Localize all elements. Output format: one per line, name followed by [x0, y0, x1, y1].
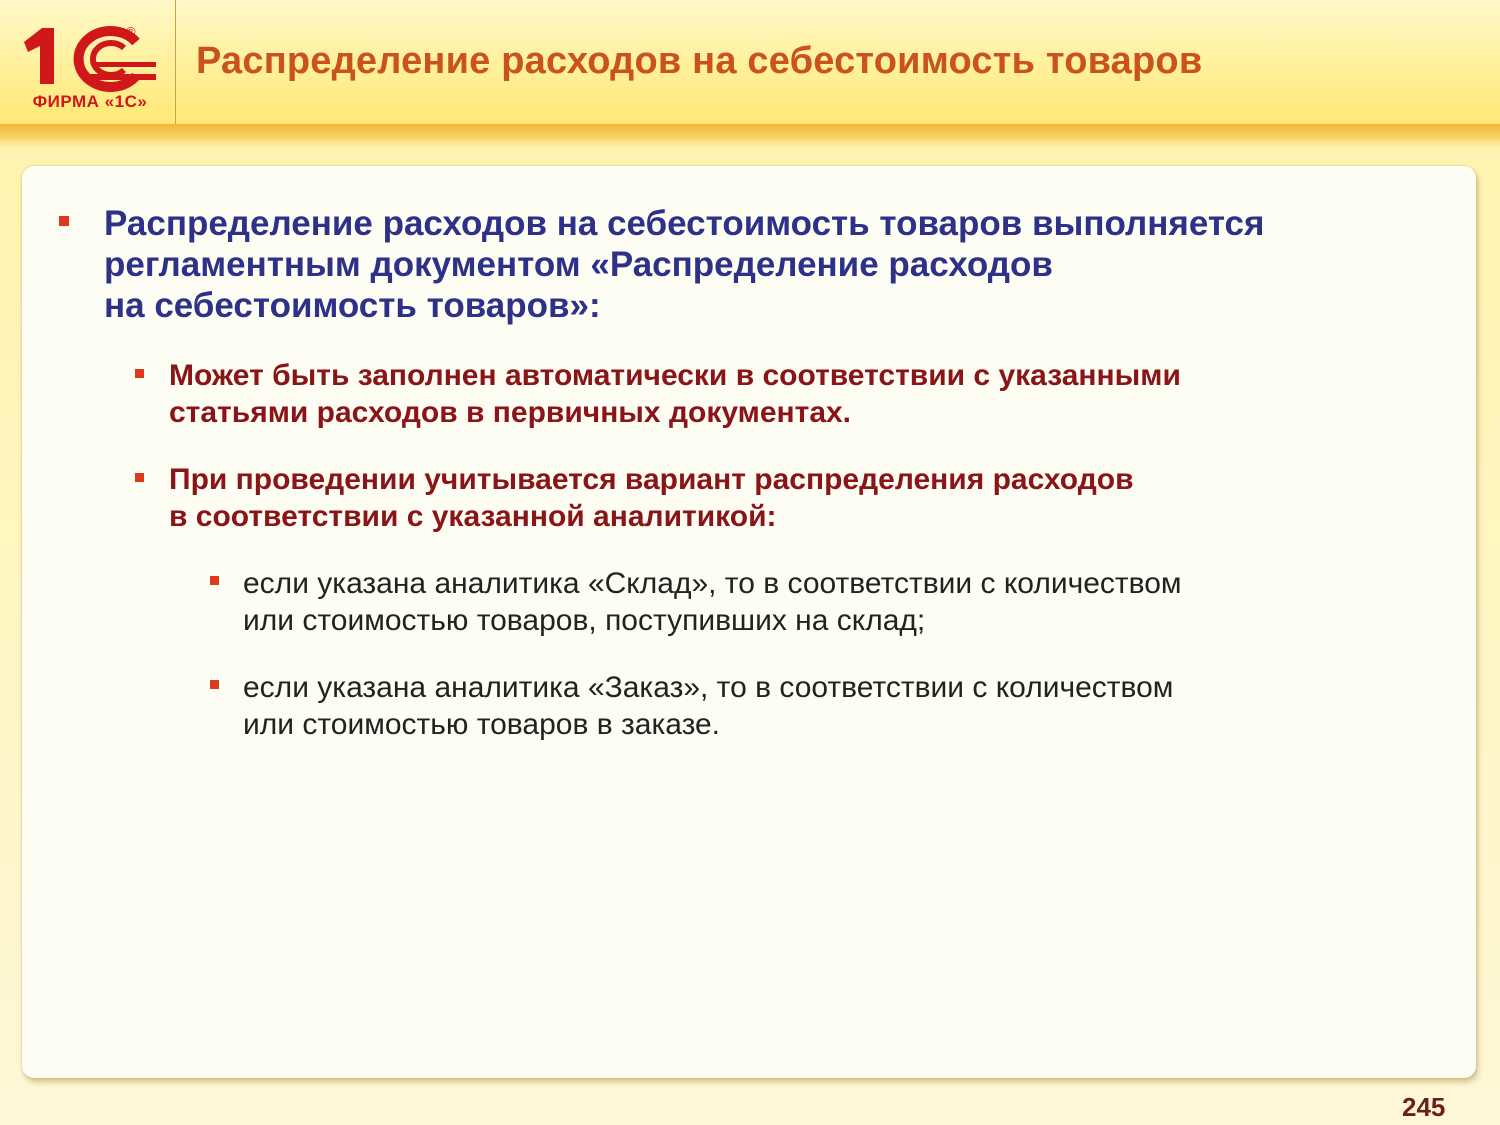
detail-point-line: если указана аналитика «Заказ», то в соответствии с количеством — [243, 671, 1174, 704]
page-number: 245 — [1402, 1092, 1446, 1122]
sub-point-line: в соответствии с указанной аналитикой: — [169, 500, 777, 533]
header-divider — [175, 0, 176, 124]
square-bullet-icon — [59, 216, 69, 226]
sub-point-autofill — [169, 357, 1369, 431]
main-point-line: Распределение расходов на себестоимость товаров выполняется — [104, 204, 1265, 243]
sub-point-posting — [169, 461, 1369, 535]
detail-point-line: если указана аналитика «Склад», то в соответствии с количеством — [243, 567, 1182, 600]
registered-mark: ® — [126, 24, 136, 39]
detail-point-line: или стоимостью товаров в заказе. — [243, 708, 721, 741]
square-bullet-icon — [210, 680, 219, 689]
slide-title: Распределение расходов на себестоимость товаров — [196, 40, 1203, 82]
sub-point-line: Может быть заполнен автоматически в соответствии с указанными — [169, 359, 1181, 392]
square-bullet-icon — [135, 473, 144, 482]
detail-point-warehouse — [243, 565, 1393, 639]
square-bullet-icon — [210, 576, 219, 585]
main-point-line: на себестоимость товаров»: — [104, 286, 601, 325]
logo-text: 1С — [14, 14, 16, 15]
sub-point-line: При проведении учитывается вариант распределения расходов — [169, 463, 1134, 496]
main-point-line: регламентным документом «Распределение расходов — [104, 245, 1053, 284]
header-band — [0, 124, 1500, 148]
detail-point-line: или стоимостью товаров, поступивших на склад; — [243, 604, 926, 637]
main-point — [104, 203, 1424, 326]
detail-point-order — [243, 669, 1393, 743]
logo-firm-name: ФИРМА «1С» — [32, 92, 148, 111]
square-bullet-icon — [135, 369, 144, 378]
sub-point-line: статьями расходов в первичных документах. — [169, 396, 852, 429]
